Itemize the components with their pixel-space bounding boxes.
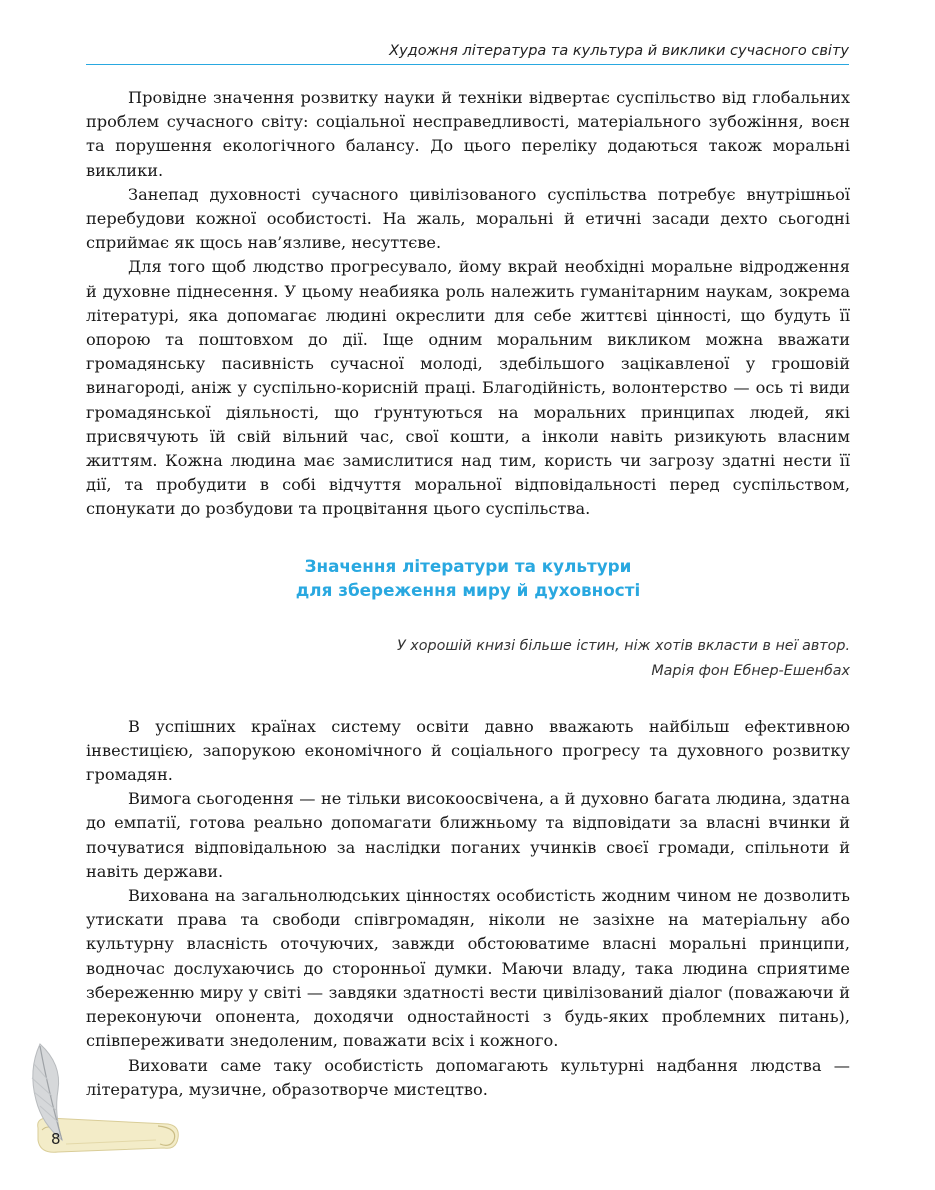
body-paragraph: Занепад духовності сучасного цивілізованого суспільства потребує внутрішньої перебудови кожної особистості. На жаль, моральні й етичні засади дехто сьогодні сприймає як щось нав’язливе, несуттєве.	[86, 184, 850, 253]
body-paragraph: Вимога сьогодення — не тільки високоосвічена, а й духовно багата людина, здатна до емпатії, готова реально допомагати ближньому та відповідати за власні вчинки й почуватися відповідальною за наслідки поганих учинків своєї громади, спільноти й навіть держави.	[86, 789, 850, 881]
running-header: Художня література та культура й виклики сучасного світу	[389, 43, 849, 59]
page-number: 8	[51, 1130, 61, 1148]
header-rule	[86, 64, 849, 65]
body-paragraph: Для того щоб людство прогресувало, йому вкрай необхідні моральне відродження й духовне піднесення. У цьому неабияка роль належить гуманітарним наукам, зокрема літературі, яка допомагає людині окреслити для себе життєві цінності, що будуть її опорою та поштовхом до дії. Іще одним моральним викликом можна вважати громадянську пасивність сучасної молоді, здебільшого зацікавленої у грошовій винагороді, аніж у суспільно-корисній праці. Благодійність, волонтерство — ось ті види громадянської діяльності, що ґрунтуються на моральних принципах людей, які присвячують їй свій вільний час, свої кошти, а інколи навіть ризикують власним життям. Кожна людина має замислитися над тим, користь чи загрозу здатні нести її дії, та пробудити в собі відчуття моральної відповідальності перед суспільством, спонукати до розбудови та процвітання цього суспільства.	[86, 257, 850, 519]
quill-and-scroll-icon	[18, 1040, 188, 1170]
section-heading-line: Значення літератури та культури	[304, 555, 632, 576]
epigraph-author: Марія фон Ебнер-Ешенбах	[651, 662, 850, 679]
body-paragraph: Провідне значення розвитку науки й техніки відвертає суспільство від глобальних проблем сучасного світу: соціальної несправедливості, матеріального зубожіння, воєн та порушення екологічного балансу. До цього переліку додаються також моральні виклики.	[86, 88, 850, 180]
epigraph	[86, 634, 850, 684]
body-paragraph: В успішних країнах систему освіти давно вважають найбільш ефективною інвестицією, запорукою економічного й соціального прогресу та духовного розвитку громадян.	[86, 716, 850, 785]
body-paragraph: Вихована на загальнолюдських цінностях особистість жодним чином не дозволить утискати права та свободи співгромадян, ніколи не зазіхне на матеріальну або культурну власність оточуючих, завжди обстоюватиме власні моральні принципи, водночас дослухаючись до сторонньої думки. Маючи владу, така людина сприятиме збереженню миру у світі — завдяки здатності вести цивілізований діалог (поважаючи й переконуючи опонента, доходячи одностайності з будь-яких проблемних питань), співпереживати знедоленим, поважати всіх і кожного.	[86, 886, 850, 1051]
body-paragraph: Виховати саме таку особистість допомагають культурні надбання людства — література, музичне, образотворче мистецтво.	[86, 1055, 850, 1099]
section-heading-line: для збереження миру й духовності	[295, 579, 641, 600]
epigraph-quote: У хорошій книзі більше істин, ніж хотів вкласти в неї автор.	[397, 637, 850, 654]
page-content	[86, 86, 850, 1102]
section-heading	[86, 554, 850, 602]
